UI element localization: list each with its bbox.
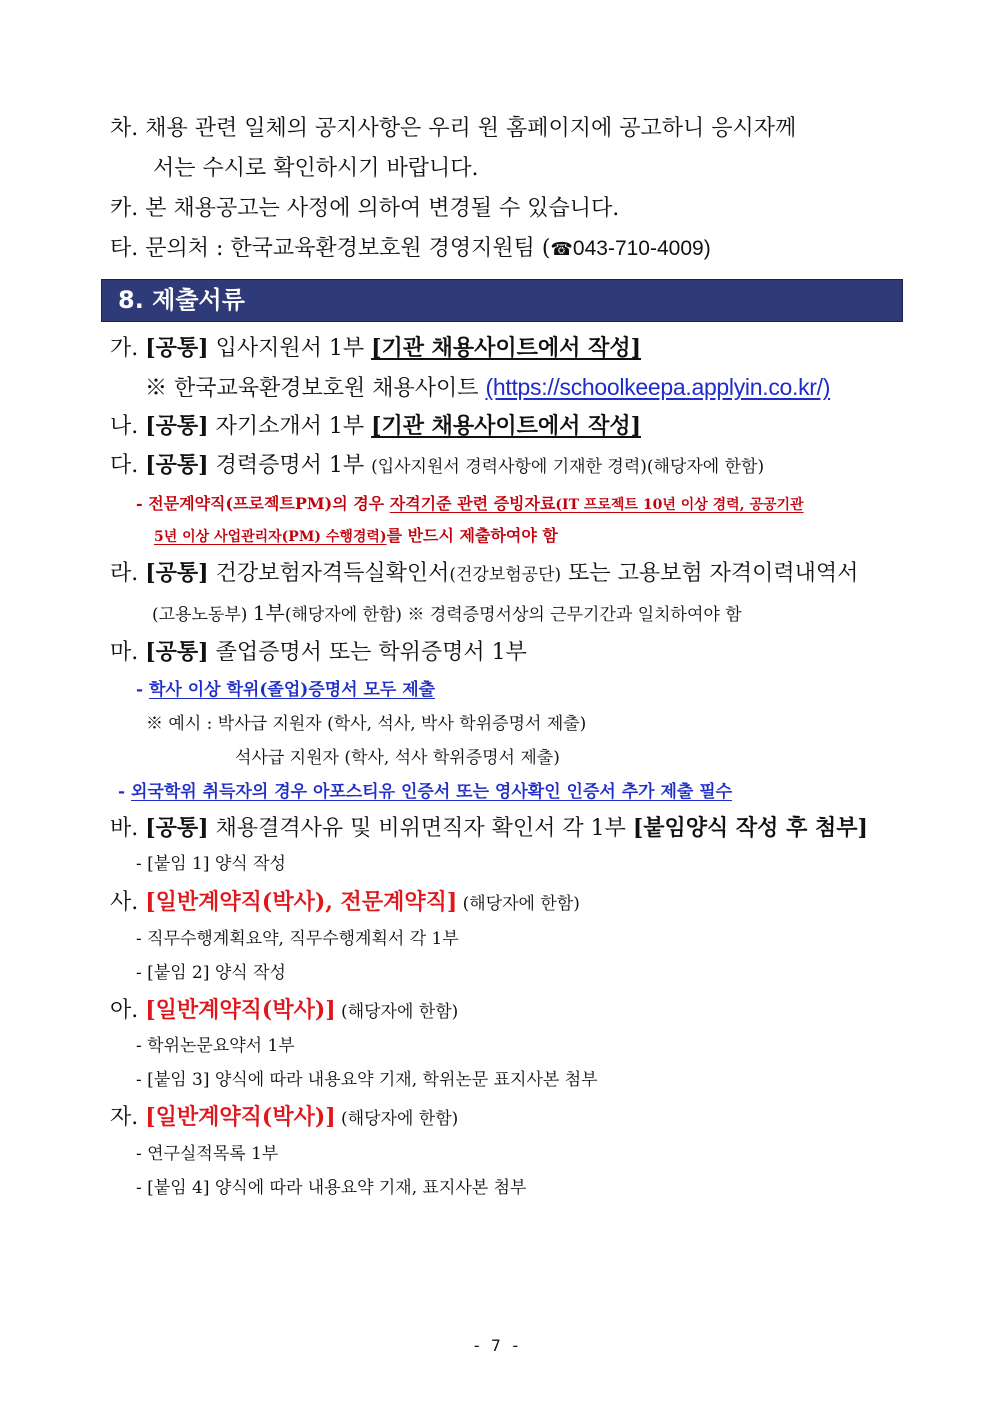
item-ba-prefix: 바. bbox=[110, 816, 146, 841]
item-da-sub1 bbox=[136, 496, 804, 512]
item-ma bbox=[110, 641, 527, 664]
item-aa-sub2: - [붙임 3] 양식에 따라 내용요약 기재, 학위논문 표지사본 첨부 bbox=[136, 1070, 598, 1090]
common-tag: [공통] bbox=[145, 560, 209, 586]
item-ja bbox=[110, 1106, 458, 1129]
item-na bbox=[110, 415, 641, 438]
item-da-text: 경력증명서 1부 bbox=[208, 453, 372, 478]
section-title: 8. 제출서류 bbox=[118, 286, 245, 314]
item-sa-sub1: - 직무수행계획요약, 직무수행계획서 각 1부 bbox=[136, 929, 459, 949]
item-na-text: 자기소개서 1부 bbox=[208, 414, 372, 439]
phone-icon: ☎ bbox=[550, 239, 573, 260]
item-aa bbox=[110, 999, 458, 1022]
item-ga-sub bbox=[145, 376, 830, 400]
item-ra-text2: 또는 고용보험 자격이력내역서 bbox=[561, 561, 859, 586]
item-ra bbox=[110, 562, 858, 585]
item-sa-note: (해당자에 한함) bbox=[457, 894, 580, 914]
item-da-prefix: 다. bbox=[110, 453, 146, 478]
item-na-prefix: 나. bbox=[110, 414, 146, 439]
recruit-site-link[interactable]: (https://schoolkeepa.applyin.co.kr/) bbox=[485, 374, 831, 400]
item-ra-sub-a: (고용노동부) bbox=[152, 605, 253, 625]
item-ta-text: 타. 문의처 : 한국교육환경보호원 경영지원팀 ( bbox=[110, 236, 551, 261]
item-da-note: (입사지원서 경력사항에 기재한 경력)(해당자에 한함) bbox=[371, 457, 765, 477]
item-da bbox=[110, 454, 764, 477]
item-aa-sub1: - 학위논문요약서 1부 bbox=[136, 1036, 295, 1056]
item-ta bbox=[110, 238, 711, 260]
item-ja-prefix: 자. bbox=[110, 1105, 146, 1130]
item-da-sub1-c: (IT 프로젝트 10년 이상 경력, 공공기관 bbox=[555, 497, 804, 513]
item-ta-phone: 043-710-4009) bbox=[572, 237, 711, 260]
item-ma-example2: 석사급 지원자 (학사, 석사 학위증명서 제출) bbox=[235, 748, 560, 768]
item-sa bbox=[110, 891, 580, 914]
item-ma-sub2-text: 외국학위 취득자의 경우 아포스티유 인증서 또는 영사확인 인증서 추가 제출 필수 bbox=[130, 782, 733, 802]
item-ba-note: [붙임양식 작성 후 첨부] bbox=[632, 815, 868, 841]
item-ma-example1: ※ 예시 : 박사급 지원자 (학사, 석사, 박사 학위증명서 제출) bbox=[146, 714, 587, 734]
item-cha-line1: 차. 채용 관련 일체의 공지사항은 우리 원 홈페이지에 공고하니 응시자께 bbox=[110, 116, 797, 141]
item-aa-note: (해당자에 한함) bbox=[335, 1002, 459, 1022]
item-ga-note: [기관 채용사이트에서 작성] bbox=[371, 335, 641, 361]
item-na-note: [기관 채용사이트에서 작성] bbox=[371, 413, 641, 439]
item-da-sub1-b: 자격기준 관련 증빙자료 bbox=[389, 494, 556, 513]
item-ra-text: 건강보험자격득실확인서 bbox=[208, 561, 450, 586]
item-ka: 카. 본 채용공고는 사정에 의하여 변경될 수 있습니다. bbox=[110, 196, 620, 221]
item-ma-text: 졸업증명서 또는 학위증명서 1부 bbox=[208, 640, 527, 665]
page-number: - 7 - bbox=[471, 1336, 521, 1355]
item-ba bbox=[110, 817, 868, 840]
item-ga-prefix: 가. bbox=[110, 336, 146, 361]
common-tag: [공통] bbox=[145, 815, 209, 841]
item-ja-sub2: - [붙임 4] 양식에 따라 내용요약 기재, 표지사본 첨부 bbox=[136, 1178, 527, 1198]
item-da-sub1-a: - 전문계약직(프로젝트PM)의 경우 bbox=[136, 494, 390, 513]
item-ma-sub1-text: 학사 이상 학위(졸업)증명서 모두 제출 bbox=[148, 680, 436, 700]
section-header-bar bbox=[101, 279, 903, 322]
item-da-sub2-b: 를 반드시 제출하여야 함 bbox=[386, 526, 558, 545]
item-ra-sub bbox=[152, 603, 742, 624]
item-ja-note: (해당자에 한함) bbox=[335, 1109, 459, 1129]
item-ra-sub-c: (해당자에 한함) ※ 경력증명서상의 근무기간과 일치하여야 함 bbox=[284, 605, 742, 625]
item-ja-sub1: - 연구실적목록 1부 bbox=[136, 1144, 279, 1164]
common-tag: [공통] bbox=[145, 413, 209, 439]
item-ga-text: 입사지원서 1부 bbox=[208, 336, 372, 361]
contract-tag: [일반계약직(박사)] bbox=[145, 997, 336, 1023]
common-tag: [공통] bbox=[145, 452, 209, 478]
item-ma-sub1 bbox=[136, 682, 435, 699]
item-ra-prefix: 라. bbox=[110, 561, 146, 586]
dash: - bbox=[118, 782, 131, 802]
item-ba-text: 채용결격사유 및 비위면직자 확인서 각 1부 bbox=[208, 816, 633, 841]
contract-tag: [일반계약직(박사), 전문계약직] bbox=[145, 889, 458, 915]
item-ra-source: (건강보험공단) bbox=[449, 565, 562, 585]
common-tag: [공통] bbox=[145, 335, 209, 361]
item-ga bbox=[110, 337, 641, 360]
dash: - bbox=[136, 680, 149, 700]
item-sa-sub2: - [붙임 2] 양식 작성 bbox=[136, 963, 286, 983]
item-ma-prefix: 마. bbox=[110, 640, 146, 665]
item-ra-sub-b: 1부 bbox=[252, 601, 285, 625]
item-ba-sub: - [붙임 1] 양식 작성 bbox=[136, 854, 286, 874]
item-cha-line2: 서는 수시로 확인하시기 바랍니다. bbox=[153, 156, 479, 181]
item-aa-prefix: 아. bbox=[110, 998, 146, 1023]
item-ma-sub2 bbox=[118, 784, 732, 801]
item-da-sub2 bbox=[154, 528, 558, 544]
common-tag: [공통] bbox=[145, 639, 209, 665]
contract-tag: [일반계약직(박사)] bbox=[145, 1104, 336, 1130]
item-sa-prefix: 사. bbox=[110, 890, 146, 915]
item-ga-sub-text: ※ 한국교육환경보호원 채용사이트 bbox=[145, 376, 486, 401]
item-da-sub2-a: 5년 이상 사업관리자(PM) 수행경력) bbox=[154, 529, 387, 545]
